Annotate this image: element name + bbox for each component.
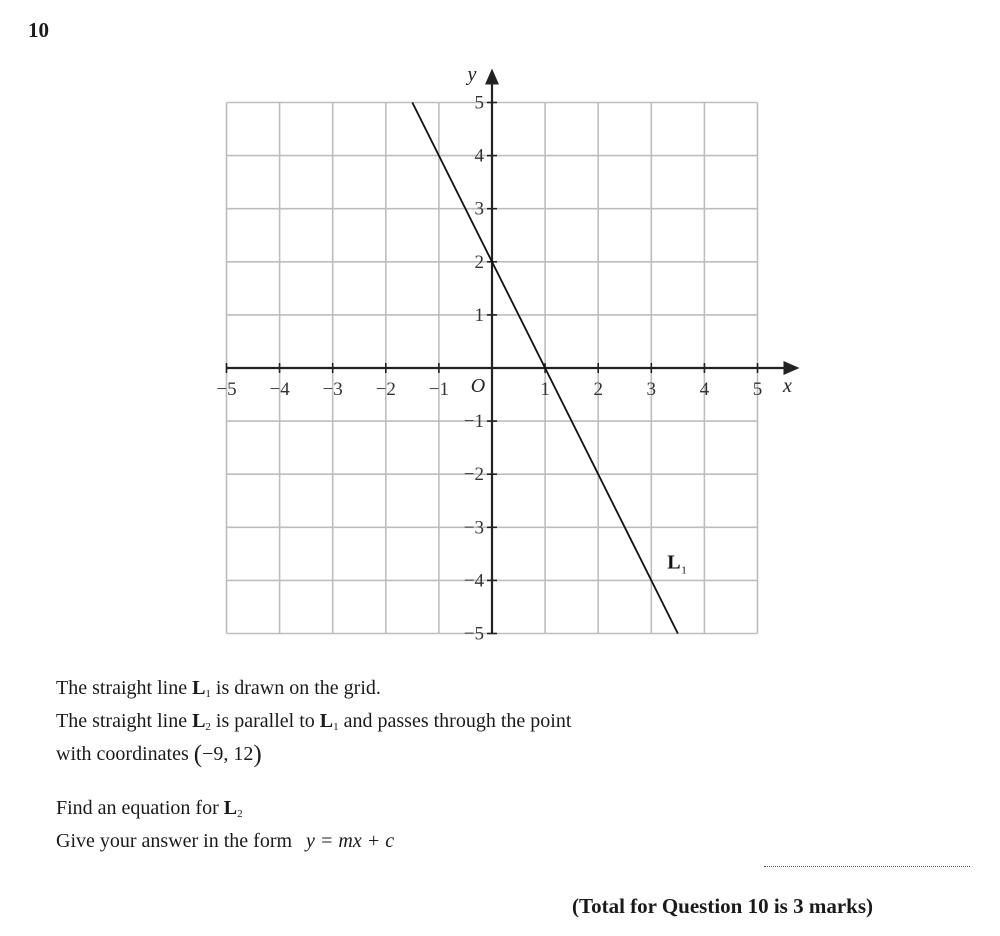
x-tick-label: 2 — [593, 379, 603, 400]
sentence-find-equation: Find an equation for $L_2$ — [56, 797, 243, 820]
line-L1-label: L — [667, 551, 681, 574]
y-tick-label: 5 — [474, 92, 484, 114]
x-tick-label: 1 — [540, 379, 550, 400]
y-tick-label: −4 — [463, 570, 484, 592]
answer-line[interactable] — [764, 866, 970, 867]
y-tick-label: −3 — [463, 517, 484, 539]
x-tick-label: −1 — [428, 379, 450, 400]
sentence-coordinates: with coordinates (−9, 12) — [56, 741, 262, 768]
line-name-L2: L — [192, 710, 206, 732]
x-axis-label: x — [783, 375, 792, 397]
x-tick-label: −3 — [322, 379, 343, 400]
y-axis-label: y — [467, 63, 477, 86]
y-tick-label: −5 — [463, 623, 484, 645]
x-tick-label: 3 — [646, 379, 657, 400]
line-name-L1: L — [319, 710, 334, 732]
equation-form: y = mx + c — [306, 830, 395, 852]
y-tick-label: 4 — [474, 145, 484, 167]
sentence-line-drawn: The straight line $L_1$ is drawn on the grid. — [56, 677, 381, 700]
y-tick-label: 2 — [474, 251, 484, 273]
x-tick-label: 4 — [699, 379, 710, 400]
line-name-L2: L — [223, 797, 238, 819]
sentence-answer-form: Give your answer in the form y = mx + c — [56, 830, 395, 852]
y-tick-label: 3 — [474, 198, 484, 220]
x-tick-label: −5 — [216, 379, 237, 400]
x-tick-label: −2 — [375, 379, 396, 400]
y-tick-label: −1 — [463, 411, 484, 433]
origin-label: O — [470, 375, 486, 397]
x-axis-arrow-icon — [784, 361, 800, 375]
line-name-L1: L — [192, 677, 206, 699]
point-coordinates: −9, 12 — [202, 743, 254, 765]
total-marks: (Total for Question 10 is 3 marks) — [572, 894, 874, 918]
y-tick-label: −2 — [463, 464, 484, 486]
x-tick-label: −4 — [269, 379, 290, 400]
question-number: 10 — [28, 18, 49, 42]
y-axis-arrow-icon — [485, 69, 499, 85]
question-text — [56, 675, 571, 855]
sentence-parallel: The straight line $L_2$ is parallel to $L_1$ and passes through the point — [56, 710, 572, 733]
y-tick-label: 1 — [474, 304, 484, 326]
line-L1-label-subscript: 1 — [681, 564, 687, 577]
x-tick-label: 5 — [752, 379, 763, 400]
